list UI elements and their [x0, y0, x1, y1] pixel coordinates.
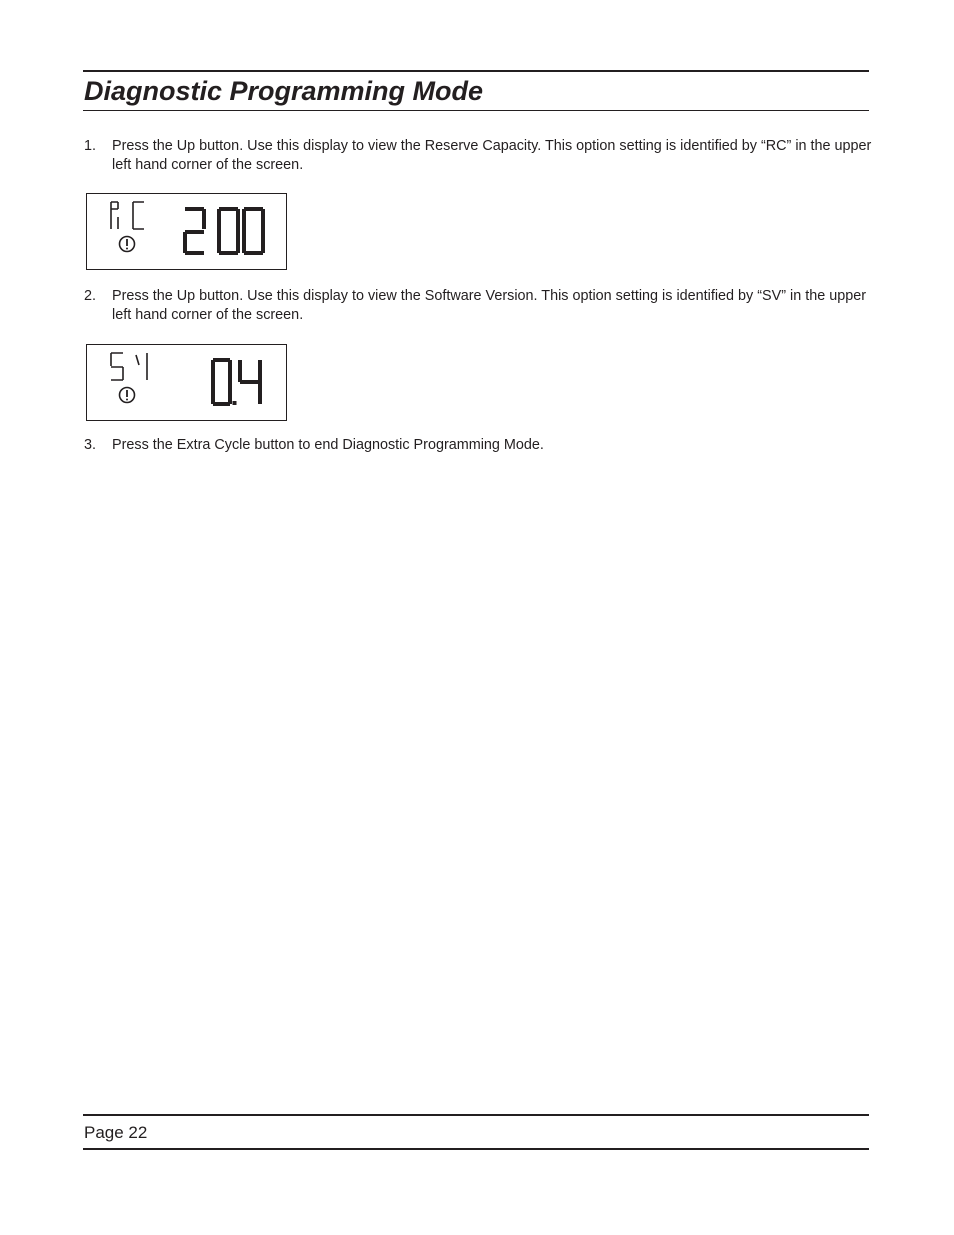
- page-title: Diagnostic Programming Mode: [84, 76, 484, 106]
- lcd-code-sv: [111, 353, 147, 380]
- page-number: Page 22: [84, 1123, 148, 1142]
- lcd-screen: [87, 194, 286, 269]
- step-text: Press the Extra Cycle button to end Diagnostic Programming Mode.: [112, 437, 544, 453]
- step-text: Press the Up button. Use this display to view the Software Version. This option setting is identified by “SV” in the upper left hand corner of the screen.: [112, 288, 867, 323]
- lcd-value-200: [185, 209, 263, 253]
- lcd-code-rc: [111, 202, 144, 229]
- step-text: Press the Up button. Use this display to view the Reserve Capacity. This option setting is identified by “RC” in the upper left hand corner of the screen.: [112, 138, 872, 173]
- step-number: 2.: [84, 288, 97, 304]
- lcd-display-software-version: [86, 344, 287, 421]
- header-rule-bottom: [83, 110, 869, 111]
- step-number: 3.: [84, 437, 97, 453]
- lcd-display-reserve-capacity: [86, 193, 287, 270]
- alert-circle-icon: [120, 388, 135, 403]
- lcd-decimal-point: [233, 401, 237, 405]
- footer-rule-top: [83, 1114, 869, 1116]
- header-rule-top: [83, 70, 869, 72]
- footer-rule-bottom: [83, 1148, 869, 1150]
- lcd-value-0-4: [213, 360, 260, 404]
- list-item: [84, 137, 874, 174]
- list-item: [84, 287, 874, 324]
- lcd-screen: [87, 345, 286, 420]
- list-item: [84, 436, 874, 455]
- alert-circle-icon: [120, 237, 135, 252]
- step-number: 1.: [84, 138, 97, 154]
